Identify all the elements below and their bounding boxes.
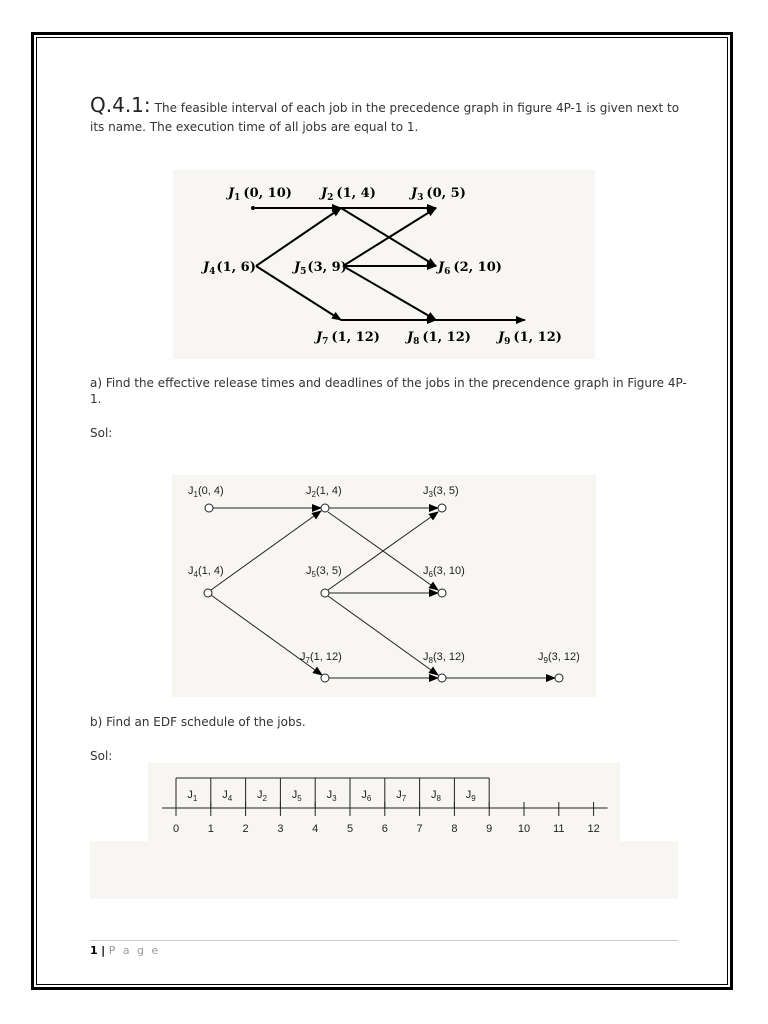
node2-j5 [321,589,329,597]
node2-j3 [438,504,446,512]
node-label-j6: $J_6$ (2, 10) [438,260,502,277]
tick-label: 7 [416,823,423,835]
tick-label: 8 [451,823,458,835]
part-b-question: b) Find an EDF schedule of the jobs. [90,715,306,729]
node2-j7 [321,674,329,682]
node-label-j8: $J_8$ (1, 12) [407,330,471,347]
tick-label: 11 [553,823,565,835]
node2-label-j5: $J_5(3$, 5) [306,565,342,579]
question-number: Q.4.1: [90,93,151,117]
node2-label-j7: $J_7(1$, 12) [300,651,342,665]
node-label-j7: $J_7$ (1, 12) [316,330,380,347]
page-label: P a g e [108,944,161,957]
page-number: 1 [90,944,98,957]
job-slot-j1: $J_1$ [187,789,198,803]
node2-j1 [205,504,213,512]
job-slot-j3: $J_3$ [326,789,337,803]
node-label-j9: $J_9$ (1, 12) [498,330,562,347]
edge2-j4-j2 [211,511,321,590]
node2-j8 [438,674,446,682]
node2-label-j4: $J_4(1$, 4) [188,565,224,579]
precedence-graph-figure [173,170,595,359]
job-slot-j4: $J_4$ [222,789,233,803]
question-text: The feasible interval of each job in the precedence graph in figure 4P-1 is given next to its name. The execution time of all jobs are equal to 1. [90,101,680,134]
job-slot-j9: $J_9$ [465,789,476,803]
job-slot-j5: $J_5$ [291,789,302,803]
effective-graph-svg [172,475,596,697]
edf-schedule-figure [148,763,620,841]
node-label-j3: $J_3$ (0, 5) [411,186,466,203]
tick-label: 10 [517,823,531,835]
tick-label: 5 [346,823,354,835]
node-j1 [251,206,255,210]
node2-j6 [438,589,446,597]
node2-j4 [204,589,212,597]
node2-label-j9: $J_9(3$, 12) [538,651,580,665]
part-a-sol-label: Sol: [90,426,113,440]
tick-label: 3 [277,823,284,835]
tick-label: 0 [172,823,180,835]
part-b-sol-label: Sol: [90,749,113,763]
node-label-j1: $J_1$ (0, 10) [228,186,292,203]
tick-label: 2 [242,823,249,835]
node2-j9 [555,674,563,682]
footer-separator: | [101,944,106,957]
edge2-j5-j8 [328,596,438,675]
tick-label: 4 [312,823,319,835]
job-slot-j8: $J_8$ [431,789,441,803]
job-slot-j6: $J_6$ [361,789,372,803]
page-footer [90,944,160,957]
node2-j2 [321,504,329,512]
job-slot-j2: $J_2$ [257,789,267,803]
job-slot-j7: $J_7$ [396,789,407,803]
node2-label-j2: $J_2(1$, 4) [306,485,342,499]
tick-label: 9 [486,823,493,835]
tick-label: 6 [381,823,388,835]
node2-label-j1: $J_1(0$, 4) [188,485,224,499]
figure-spacer [90,841,678,899]
node2-label-j6: $J_6(3$, 10) [423,565,465,579]
edf-schedule-svg [148,763,620,841]
node-label-j4: $J_4(1$, 6) [203,260,256,277]
precedence-graph-svg [173,170,595,359]
node2-label-j3: $J_3(3$, 5) [423,485,459,499]
edge-j4-j2 [256,208,341,266]
edge-j5-j8 [343,266,436,320]
footer-rule [90,940,678,941]
node-label-j2: $J_2$ (1, 4) [321,186,376,203]
tick-label: 12 [587,823,600,835]
node-label-j5: $J_5(3$, 9) [294,260,347,277]
part-a-question: a) Find the effective release times and deadlines of the jobs in the precendence graph in Figure 4P-1. [90,376,687,406]
question-heading [90,93,690,137]
node2-label-j8: $J_8(3$, 12) [423,651,465,665]
effective-graph-figure [172,475,596,697]
tick-label: 1 [207,823,214,835]
